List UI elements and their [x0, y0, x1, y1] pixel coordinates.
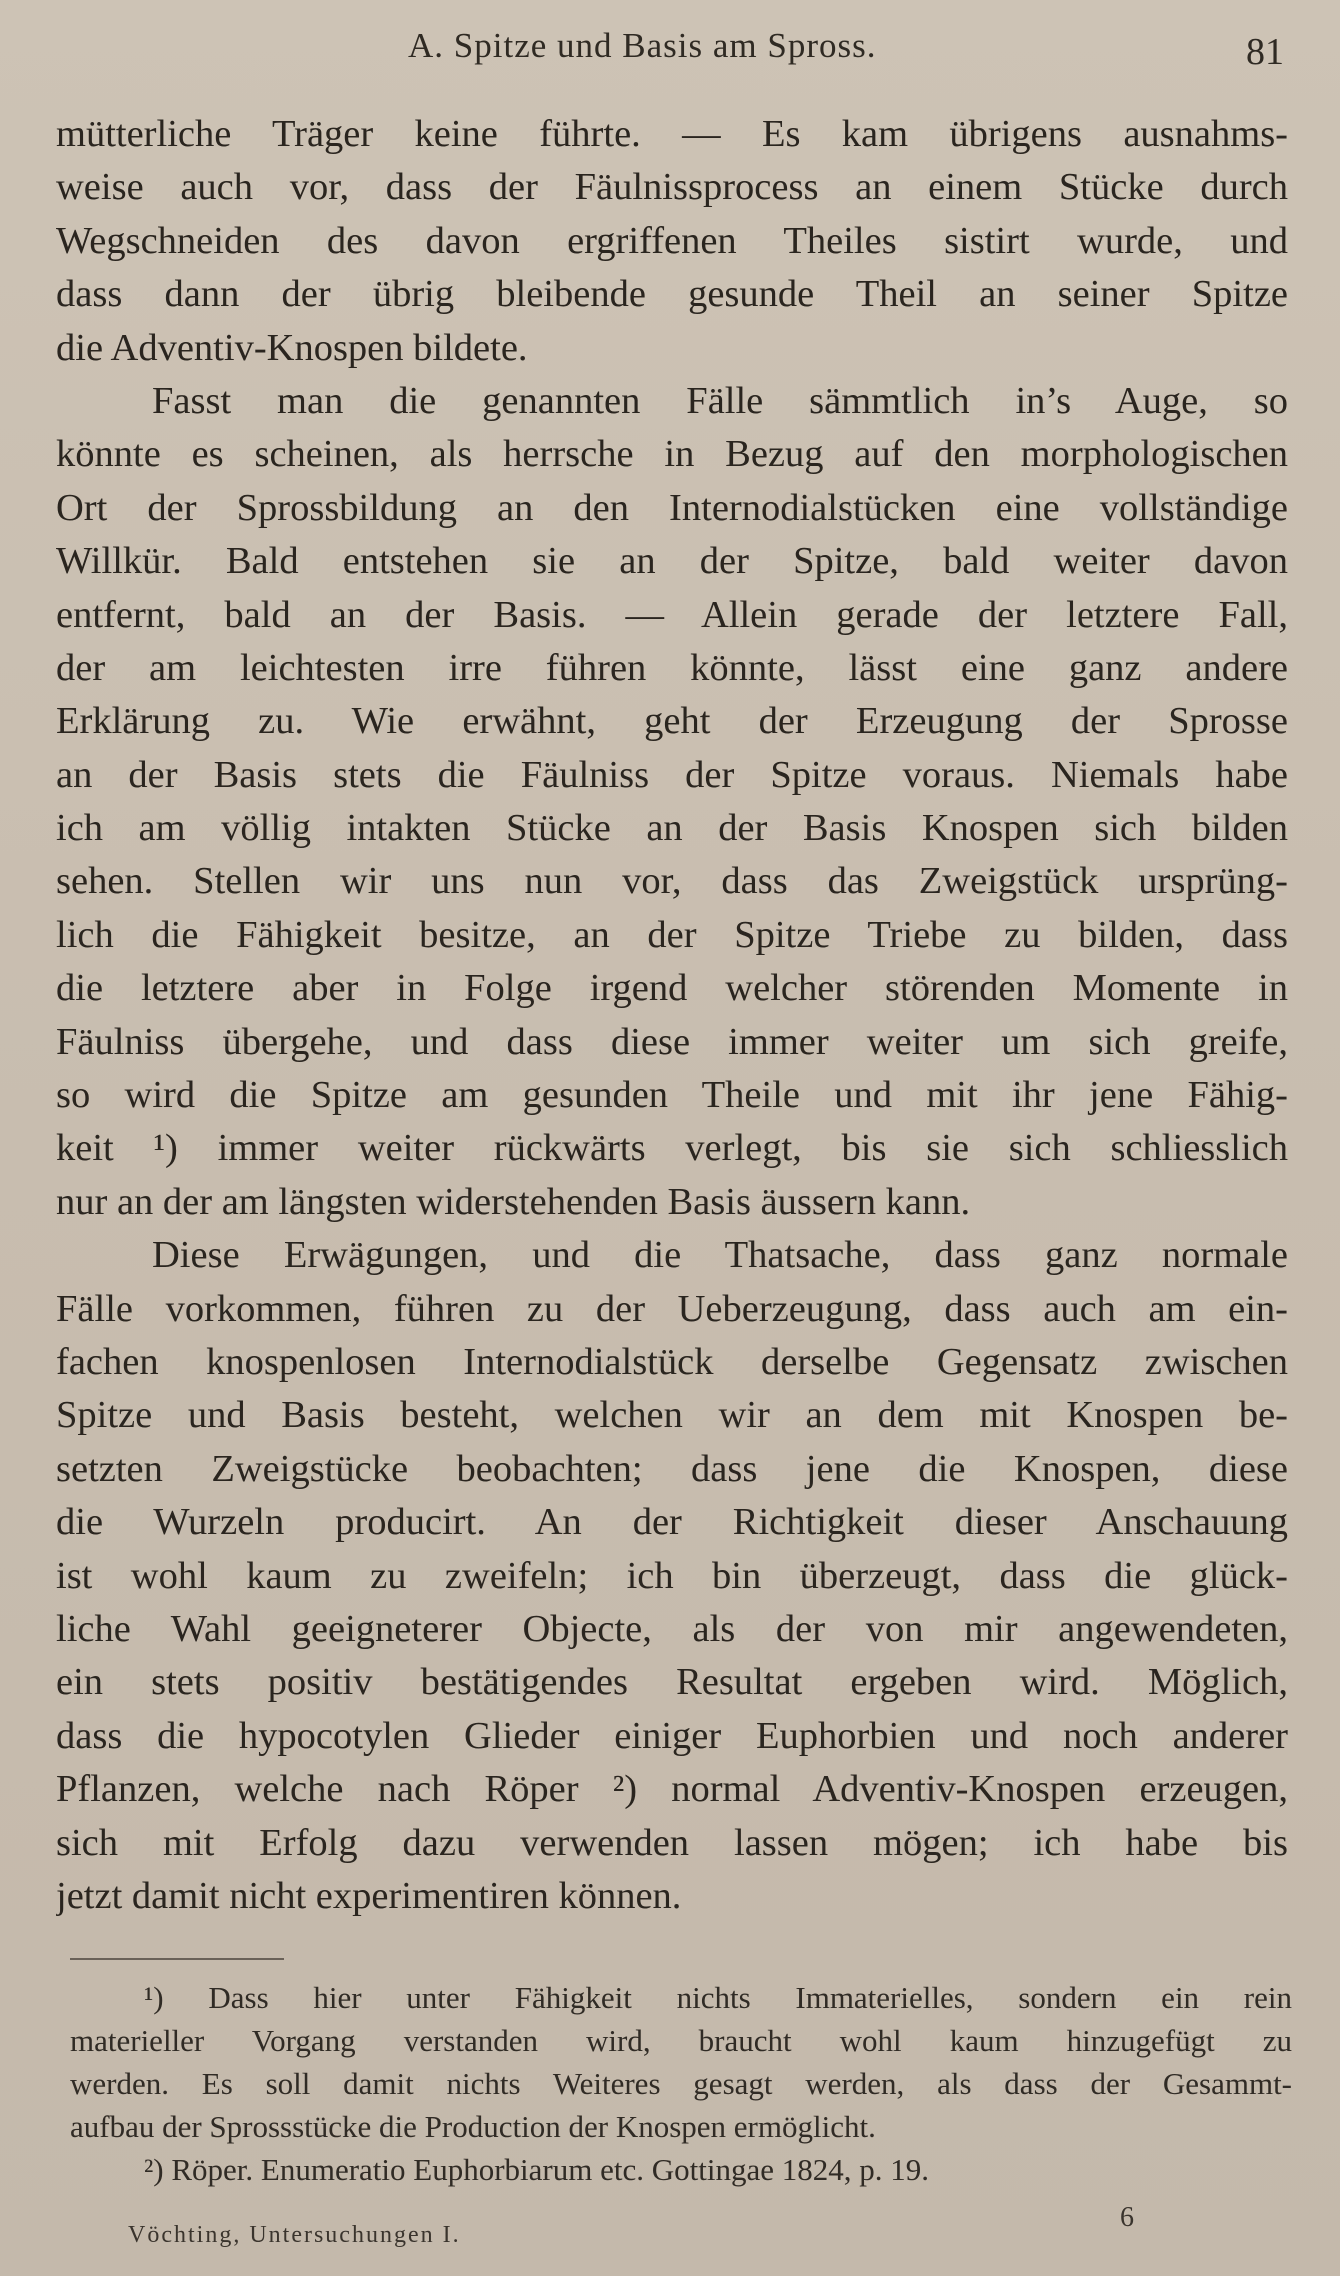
text-line: dass die hypocotylen Glieder einiger Euphorbien und noch anderer [56, 1714, 1288, 1757]
footnote-line: materieller Vorgang verstanden wird, braucht wohl kaum hinzugefügt zu [70, 2023, 1292, 2058]
text-line: sehen. Stellen wir uns nun vor, dass das Zweigstück ursprüng- [56, 860, 1288, 903]
running-title: A. Spitze und Basis am Spross. [408, 26, 877, 65]
body-text [56, 108, 1288, 1923]
text-line: der am leichtesten irre führen könnte, lässt eine ganz andere [56, 646, 1288, 689]
text-line: Fasst man die genannten Fälle sämmtlich in’s Auge, so [152, 379, 1288, 422]
printer-signature: Vöchting, Untersuchungen I. [128, 2222, 461, 2248]
text-line: dass dann der übrig bleibende gesunde Theil an seiner Spitze [56, 273, 1288, 316]
text-line: Fälle vorkommen, führen zu der Ueberzeugung, dass auch am ein- [56, 1287, 1288, 1330]
text-line: ist wohl kaum zu zweifeln; ich bin überzeugt, dass die glück- [56, 1554, 1288, 1597]
text-line: Spitze und Basis besteht, welchen wir an dem mit Knospen be- [56, 1394, 1288, 1437]
text-line: ich am völlig intakten Stücke an der Basis Knospen sich bilden [56, 807, 1288, 850]
text-line: Diese Erwägungen, und die Thatsache, dass ganz normale [152, 1234, 1288, 1277]
text-line: weise auch vor, dass der Fäulnissprocess an einem Stücke durch [56, 166, 1288, 209]
text-line: fachen knospenlosen Internodialstück derselbe Gegensatz zwischen [56, 1340, 1288, 1383]
footnote-divider [70, 1958, 284, 1960]
text-line: jetzt damit nicht experimentiren können. [56, 1874, 682, 1917]
footnotes [70, 1976, 1292, 2191]
text-line: könnte es scheinen, als herrsche in Bezug auf den morphologischen [56, 433, 1288, 476]
text-line: an der Basis stets die Fäulniss der Spitze voraus. Niemals habe [56, 753, 1288, 796]
text-line: Erklärung zu. Wie erwähnt, geht der Erzeugung der Sprosse [56, 700, 1288, 743]
footnote-line: werden. Es soll damit nichts Weiteres gesagt werden, als dass der Gesammt- [70, 2066, 1292, 2101]
text-line: sich mit Erfolg dazu verwenden lassen mögen; ich habe bis [56, 1821, 1288, 1864]
text-line: nur an der am längsten widerstehenden Basis äussern kann. [56, 1180, 971, 1223]
footnote-line: ²) Röper. Enumeratio Euphorbiarum etc. Gottingae 1824, p. 19. [144, 2152, 929, 2187]
running-head [0, 18, 1340, 78]
text-line: Ort der Sprossbildung an den Internodialstücken eine vollständige [56, 486, 1288, 529]
text-line: die Adventiv-Knospen bildete. [56, 326, 528, 369]
text-line: so wird die Spitze am gesunden Theile und mit ihr jene Fähig- [56, 1074, 1288, 1117]
text-line: Wegschneiden des davon ergriffenen Theiles sistirt wurde, und [56, 219, 1288, 262]
text-line: die letztere aber in Folge irgend welcher störenden Momente in [56, 967, 1288, 1010]
text-line: Fäulniss übergehe, und dass diese immer weiter um sich greife, [56, 1020, 1288, 1063]
text-line: keit ¹) immer weiter rückwärts verlegt, bis sie sich schliesslich [56, 1127, 1288, 1170]
text-line: mütterliche Träger keine führte. — Es kam übrigens ausnahms- [56, 113, 1288, 155]
text-line: setzten Zweigstücke beobachten; dass jene die Knospen, diese [56, 1447, 1288, 1490]
text-line: lich die Fähigkeit besitze, an der Spitze Triebe zu bilden, dass [56, 913, 1288, 956]
signature-number: 6 [1120, 2202, 1134, 2233]
footnote-line: ¹) Dass hier unter Fähigkeit nichts Immaterielles, sondern ein rein [144, 1980, 1292, 2015]
text-line: liche Wahl geeigneterer Objecte, als der von mir angewendeten, [56, 1607, 1288, 1650]
page-number: 81 [1246, 31, 1284, 73]
text-line: die Wurzeln producirt. An der Richtigkeit dieser Anschauung [56, 1501, 1288, 1544]
footnote-line: aufbau der Sprossstücke die Production der Knospen ermöglicht. [70, 2109, 876, 2144]
text-line: Pflanzen, welche nach Röper ²) normal Adventiv-Knospen erzeugen, [56, 1768, 1288, 1811]
text-line: entfernt, bald an der Basis. — Allein gerade der letztere Fall, [56, 593, 1288, 636]
text-line: Willkür. Bald entstehen sie an der Spitze, bald weiter davon [56, 540, 1288, 583]
text-line: ein stets positiv bestätigendes Resultat ergeben wird. Möglich, [56, 1661, 1288, 1704]
